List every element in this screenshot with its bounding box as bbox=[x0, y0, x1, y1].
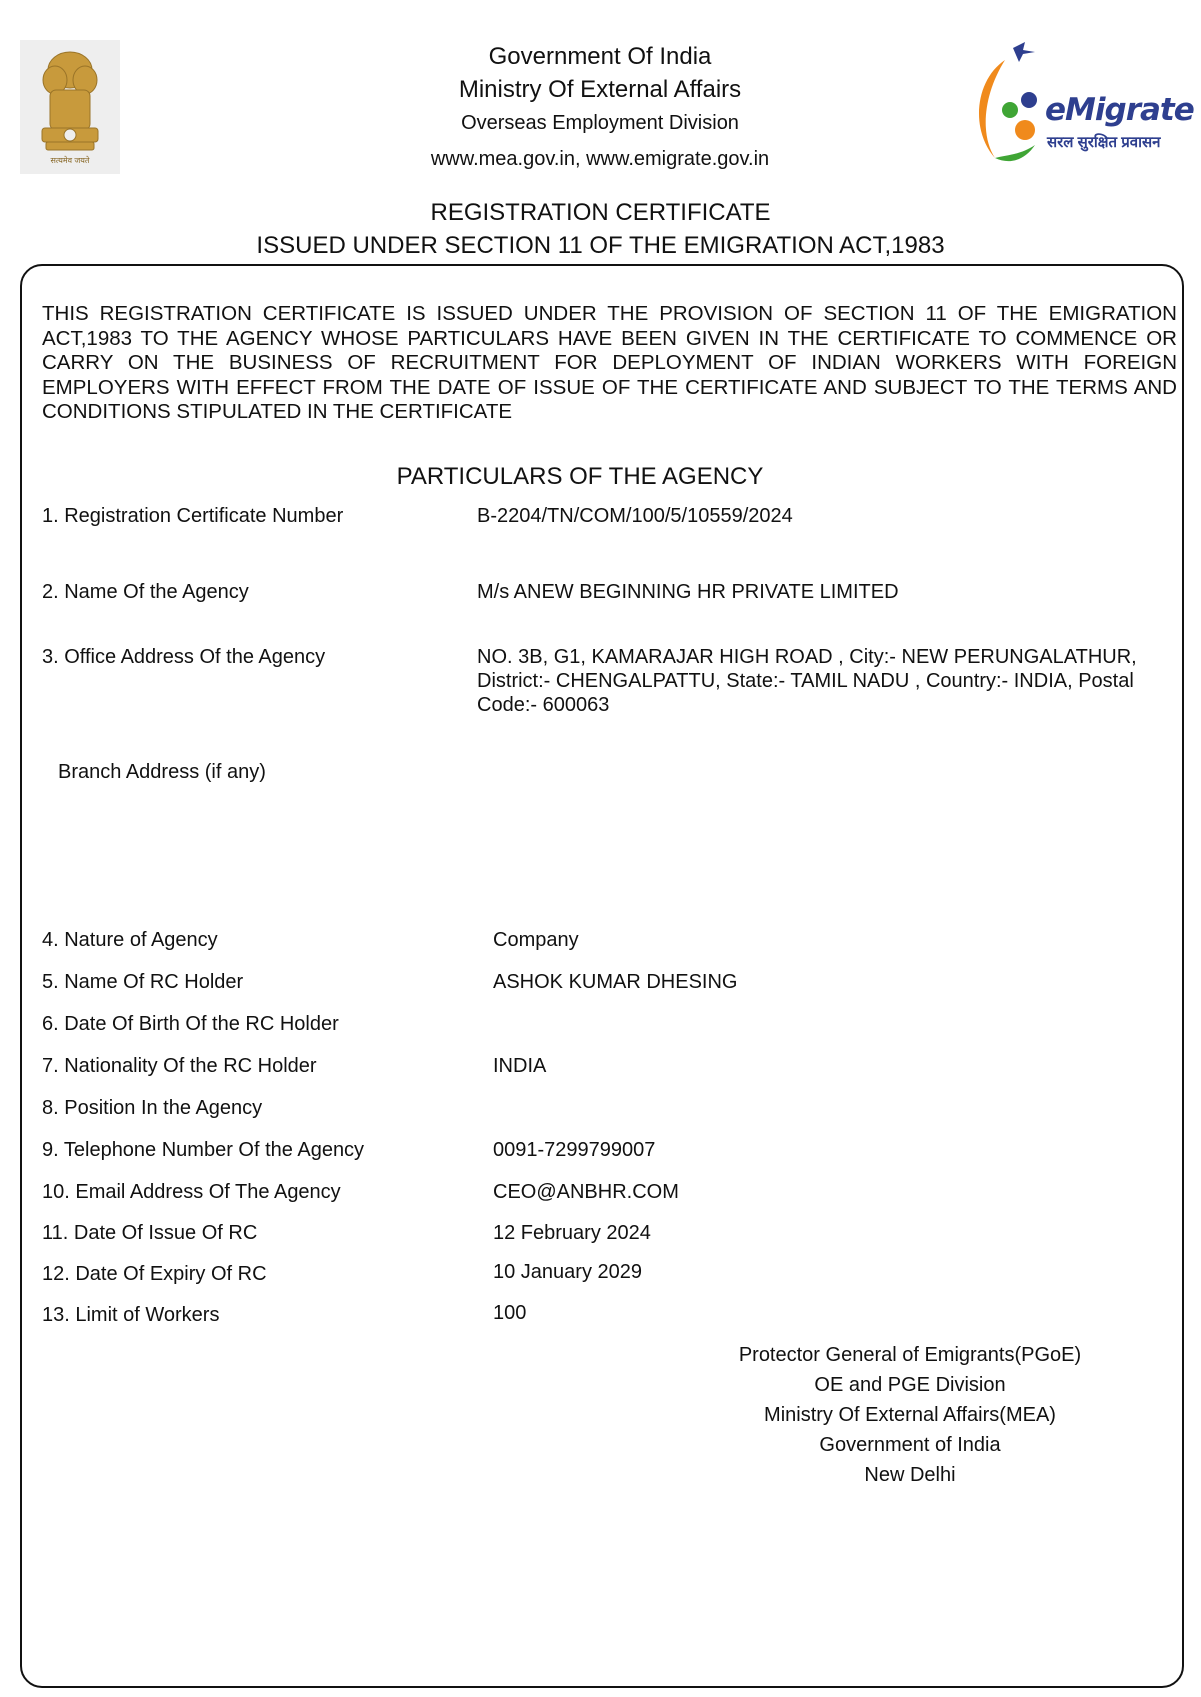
header-division: Overseas Employment Division bbox=[461, 112, 739, 134]
emigrate-logo-text: eMigrate bbox=[1045, 92, 1194, 128]
header bbox=[300, 40, 900, 178]
particular-value: CEO@ANBHR.COM bbox=[493, 1181, 679, 1203]
particular-label: 5. Name Of RC Holder bbox=[42, 971, 244, 993]
particular-label: 6. Date Of Birth Of the RC Holder bbox=[42, 1013, 339, 1035]
particular-value: 10 January 2029 bbox=[493, 1261, 643, 1283]
emblem-caption: सत्यमेव जयते bbox=[50, 156, 90, 165]
particular-value: B-2204/TN/COM/100/5/10559/2024 bbox=[477, 505, 793, 527]
signatory-title: Protector General of Emigrants(PGoE) bbox=[738, 1344, 1082, 1366]
certificate-title-line2: ISSUED UNDER SECTION 11 OF THE EMIGRATION ACT,1983 bbox=[256, 232, 945, 259]
particular-label: 13. Limit of Workers bbox=[42, 1304, 220, 1326]
signatory-government: Government of India bbox=[819, 1434, 1001, 1456]
particular-label: 9. Telephone Number Of the Agency bbox=[42, 1139, 365, 1161]
emigrate-logo-tagline: सरल सुरक्षित प्रवासन bbox=[1047, 134, 1161, 151]
particular-value: NO. 3B, G1, KAMARAJAR HIGH ROAD , City:- NEW PERUNGALATHUR, District:- CHENGALPATTU, State:- TAMIL NADU , Country:- INDIA, Postal Code:- 600063 bbox=[477, 646, 1137, 716]
signatory-city: New Delhi bbox=[864, 1464, 956, 1486]
header-websites: www.mea.gov.in, www.emigrate.gov.in bbox=[430, 148, 770, 170]
signatory-ministry: Ministry Of External Affairs(MEA) bbox=[764, 1404, 1056, 1426]
emigrate-logo bbox=[965, 40, 1194, 175]
particular-label: 12. Date Of Expiry Of RC bbox=[42, 1263, 267, 1285]
particular-label: 7. Nationality Of the RC Holder bbox=[42, 1055, 317, 1077]
particular-label: 1. Registration Certificate Number bbox=[42, 505, 344, 527]
particular-value: 12 February 2024 bbox=[493, 1222, 651, 1244]
state-emblem-icon bbox=[20, 40, 120, 174]
particular-value: INDIA bbox=[493, 1055, 547, 1077]
particular-label: 11. Date Of Issue Of RC bbox=[42, 1222, 258, 1244]
particular-value: 100 bbox=[493, 1302, 527, 1324]
particular-label: 2. Name Of the Agency bbox=[42, 581, 249, 603]
particular-value: ASHOK KUMAR DHESING bbox=[493, 971, 738, 993]
signatory-division: OE and PGE Division bbox=[814, 1374, 1006, 1396]
particular-value: Company bbox=[493, 929, 579, 951]
particular-value: M/s ANEW BEGINNING HR PRIVATE LIMITED bbox=[477, 581, 899, 603]
particular-label: 3. Office Address Of the Agency bbox=[42, 646, 326, 668]
header-government: Government Of India bbox=[488, 43, 712, 70]
header-ministry: Ministry Of External Affairs bbox=[458, 76, 742, 103]
particular-label: 4. Nature of Agency bbox=[42, 929, 218, 951]
certificate-title bbox=[0, 196, 1201, 262]
signatory-block bbox=[700, 1340, 1120, 1490]
emigrate-logo-icon bbox=[965, 40, 1045, 175]
state-emblem bbox=[20, 40, 120, 174]
section-title: PARTICULARS OF THE AGENCY bbox=[396, 463, 764, 490]
particular-label: Branch Address (if any) bbox=[58, 761, 266, 783]
particular-label: 10. Email Address Of The Agency bbox=[42, 1181, 341, 1203]
particular-label: 8. Position In the Agency bbox=[42, 1097, 263, 1119]
particular-value: 0091-7299799007 bbox=[493, 1139, 656, 1161]
certificate-intro: THIS REGISTRATION CERTIFICATE IS ISSUED UNDER THE PROVISION OF SECTION 11 OF THE EMIGRATION ACT,1983 TO THE AGENCY WHOSE PARTICULARS HAVE BEEN GIVEN IN THE CERTIFICATE TO COMMENCE OR CARRY ON THE BUSINESS OF RECRUITMENT FOR DEPLOYMENT OF INDIAN WORKERS WITH FOREIGN EMPLOYERS WITH EFFECT FROM THE DATE OF ISSUE OF THE CERTIFICATE AND SUBJECT TO THE TERMS AND CONDITIONS STIPULATED IN THE CERTIFICATE bbox=[42, 302, 1177, 423]
certificate-title-line1: REGISTRATION CERTIFICATE bbox=[430, 199, 771, 226]
